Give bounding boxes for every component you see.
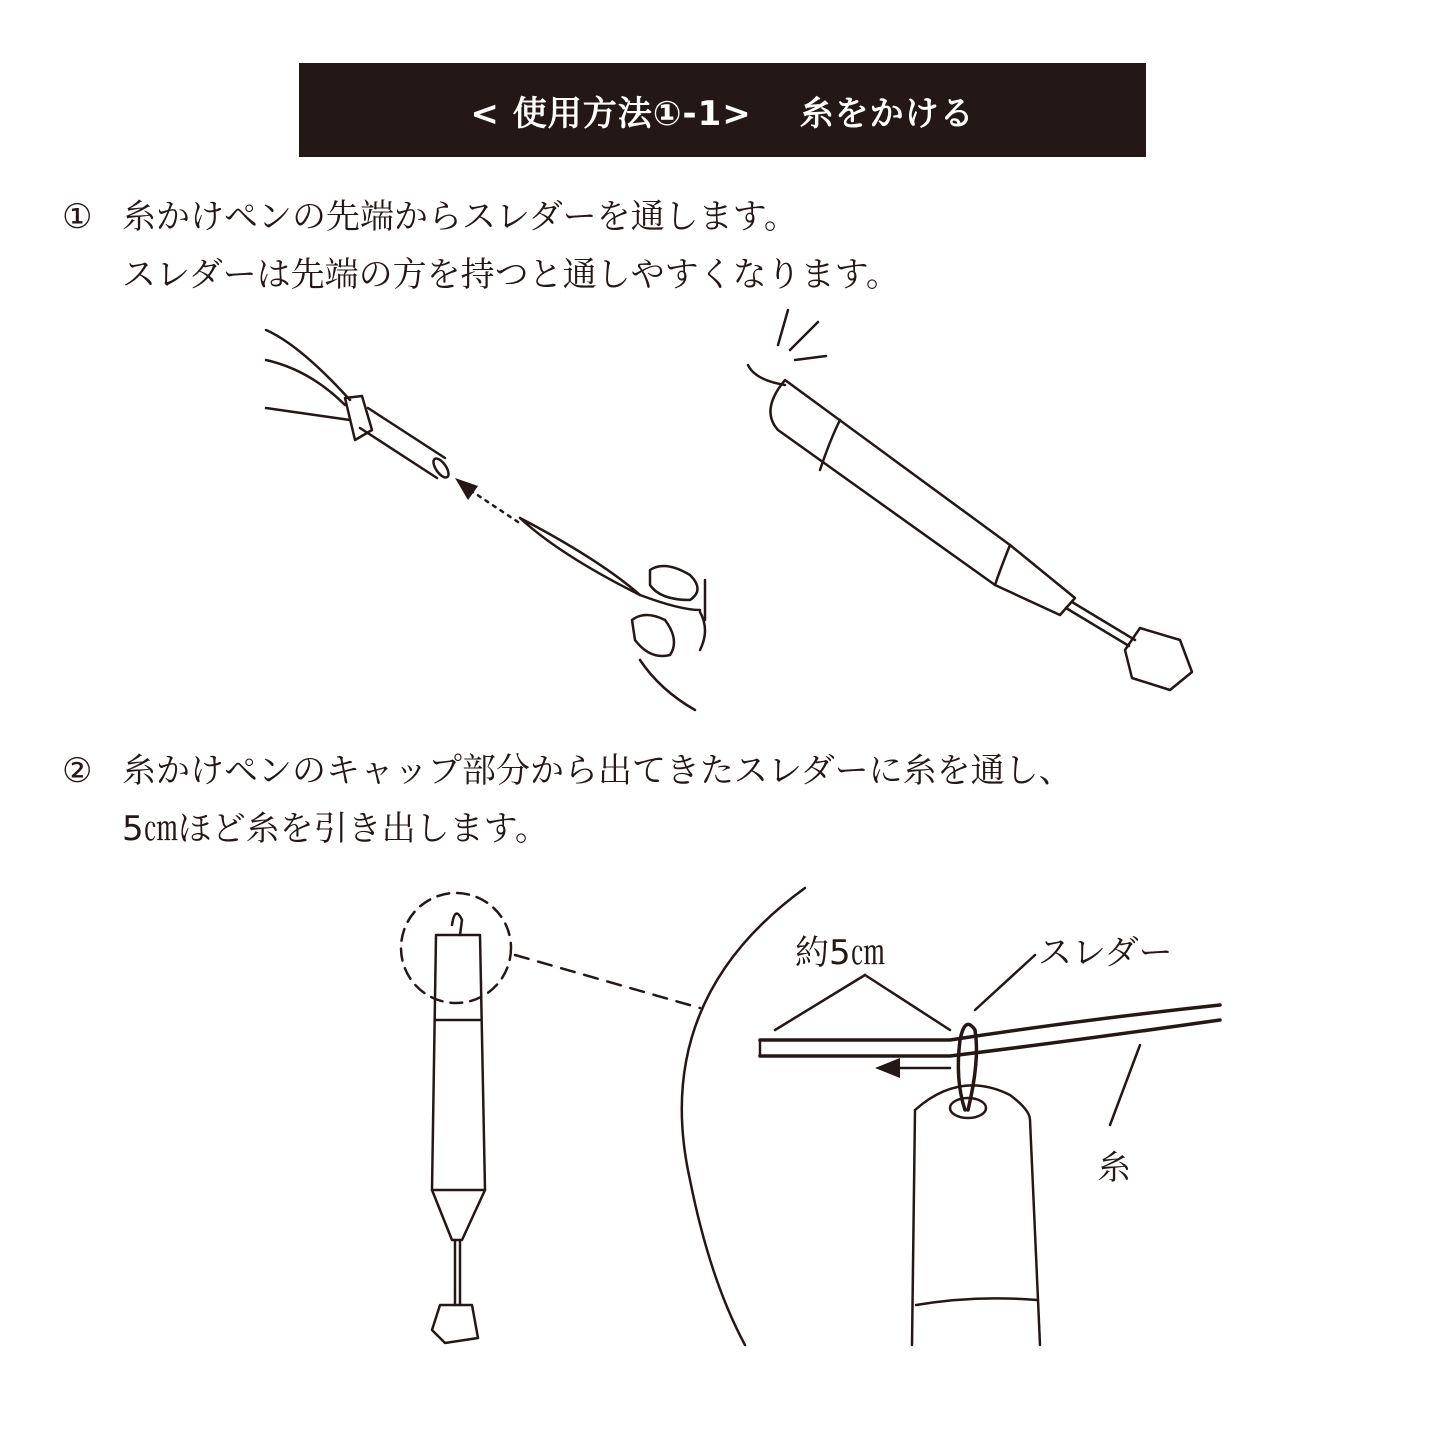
vertical-pen-illustration xyxy=(401,893,700,1343)
threader-callout: スレダー xyxy=(1038,933,1173,973)
step-1-line-1: 糸かけペンの先端からスレダーを通します。 xyxy=(122,197,798,237)
length-callout: 約5㎝ xyxy=(795,933,885,973)
step-2-line-2: 5㎝ほど糸を引き出します。 xyxy=(122,809,549,849)
hand-threader-illustration xyxy=(520,518,705,710)
page-title: < 使用方法①-1> 糸をかける xyxy=(470,93,975,134)
step-2-line-1: 糸かけペンのキャップ部分から出てきたスレダーに糸を通し、 xyxy=(122,751,1073,791)
pen-with-threader-illustration xyxy=(748,310,1192,690)
thread-callout: 糸 xyxy=(1097,1148,1131,1188)
pen-tip-illustration xyxy=(266,330,451,480)
step-2-number: ② xyxy=(62,751,93,791)
step-1-number: ① xyxy=(62,197,93,237)
arrow-icon xyxy=(455,478,518,522)
step-1-line-2: スレダーは先端の方を持つと通しやすくなります。 xyxy=(122,255,900,295)
